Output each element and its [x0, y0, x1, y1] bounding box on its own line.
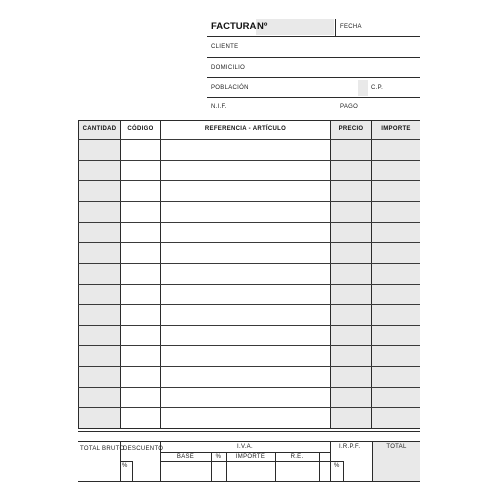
header-divider	[78, 139, 420, 140]
table-row-divider	[78, 284, 420, 285]
domicilio-label: DOMICILIO	[211, 65, 246, 71]
base-label: BASE	[176, 454, 195, 460]
table-row-divider	[78, 407, 420, 408]
table-row-divider	[78, 345, 420, 346]
table-row-divider	[78, 180, 420, 181]
importe-label: IMPORTE	[235, 454, 266, 460]
fecha-label: FECHA	[340, 24, 362, 30]
table-row-divider	[78, 387, 420, 388]
table-row-divider	[78, 263, 420, 264]
col-header-codigo: CÓDIGO	[127, 126, 154, 132]
table-row-divider	[78, 201, 420, 202]
total-bruto-label: TOTAL BRUTO	[80, 446, 125, 452]
col-header-referencia: REFERENCIA - ARTÍCULO	[204, 126, 287, 132]
importe-column-shade	[372, 121, 420, 428]
col-header-precio: PRECIO	[338, 126, 364, 132]
precio-column-shade	[331, 121, 371, 428]
cp-label: C.P.	[371, 85, 384, 91]
table-row-divider	[78, 366, 420, 367]
invoice-number-box[interactable]	[256, 19, 334, 35]
table-row-divider	[78, 160, 420, 161]
irpf-label: I.R.P.F.	[339, 444, 361, 450]
numero-label: Nº	[257, 21, 268, 32]
iva-label: I.V.A.	[237, 444, 253, 450]
table-row-divider	[78, 222, 420, 223]
table-row-divider	[78, 242, 420, 243]
col-header-cantidad: CANTIDAD	[82, 126, 117, 132]
irpf-percent-label: %	[334, 463, 340, 469]
descuento-percent-label: %	[122, 463, 128, 469]
col-header-importe: IMPORTE	[381, 126, 411, 132]
table-row-divider	[78, 325, 420, 326]
descuento-label: DESCUENTO	[123, 446, 164, 452]
pago-label: PAGO	[340, 104, 359, 110]
factura-title: FACTURA	[211, 21, 257, 32]
total-label: TOTAL	[386, 444, 407, 450]
cp-box[interactable]	[358, 80, 368, 96]
table-row-divider	[78, 304, 420, 305]
poblacion-label: POBLACIÓN	[211, 85, 249, 91]
cantidad-column-shade	[79, 121, 120, 428]
nif-label: N.I.F.	[211, 104, 227, 110]
re-label: R.E.	[290, 454, 304, 460]
cliente-label: CLIENTE	[211, 44, 239, 50]
iva-percent-label: %	[215, 454, 222, 460]
